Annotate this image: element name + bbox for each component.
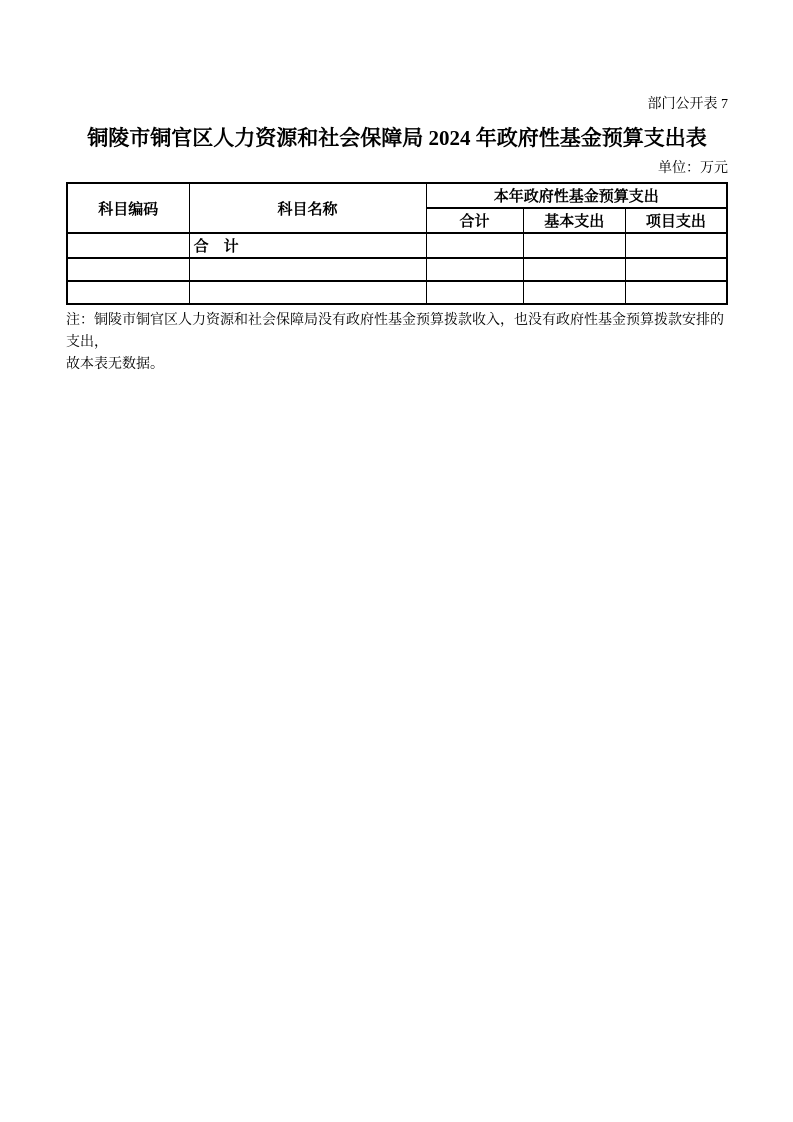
table-header-row-1 <box>67 183 727 208</box>
footnote-line-1: 注：铜陵市铜官区人力资源和社会保障局没有政府性基金预算拨款收入，也没有政府性基金预算拨款安排的支出， <box>66 313 724 350</box>
doc-label: 部门公开表 7 <box>647 97 728 112</box>
table-row <box>67 258 727 281</box>
header-subject-name: 科目名称 <box>189 183 426 233</box>
cell-project <box>625 281 727 304</box>
cell-basic <box>523 233 625 258</box>
cell-project <box>625 258 727 281</box>
cell-basic <box>523 258 625 281</box>
cell-total <box>426 258 523 281</box>
footnote-line-2: 故本表无数据。 <box>66 357 164 372</box>
page-title: 铜陵市铜官区人力资源和社会保障局 2024 年政府性基金预算支出表 <box>87 126 707 150</box>
header-basic-expenditure: 基本支出 <box>523 208 625 233</box>
cell-subject-code <box>67 258 189 281</box>
budget-table <box>66 182 728 305</box>
cell-total <box>426 233 523 258</box>
table-row <box>67 281 727 304</box>
cell-basic <box>523 281 625 304</box>
cell-project <box>625 233 727 258</box>
header-total: 合计 <box>426 208 523 233</box>
cell-subject-name <box>189 281 426 304</box>
header-subject-code: 科目编码 <box>67 183 189 233</box>
header-budget-group: 本年政府性基金预算支出 <box>426 183 727 208</box>
unit-label: 单位：万元 <box>658 161 728 176</box>
header-project-expenditure: 项目支出 <box>625 208 727 233</box>
table-row-total <box>67 233 727 258</box>
cell-subject-code <box>67 233 189 258</box>
cell-total <box>426 281 523 304</box>
cell-subject-name <box>189 258 426 281</box>
cell-subject-code <box>67 281 189 304</box>
cell-subject-name: 合 计 <box>189 233 426 258</box>
footnote <box>66 310 728 376</box>
